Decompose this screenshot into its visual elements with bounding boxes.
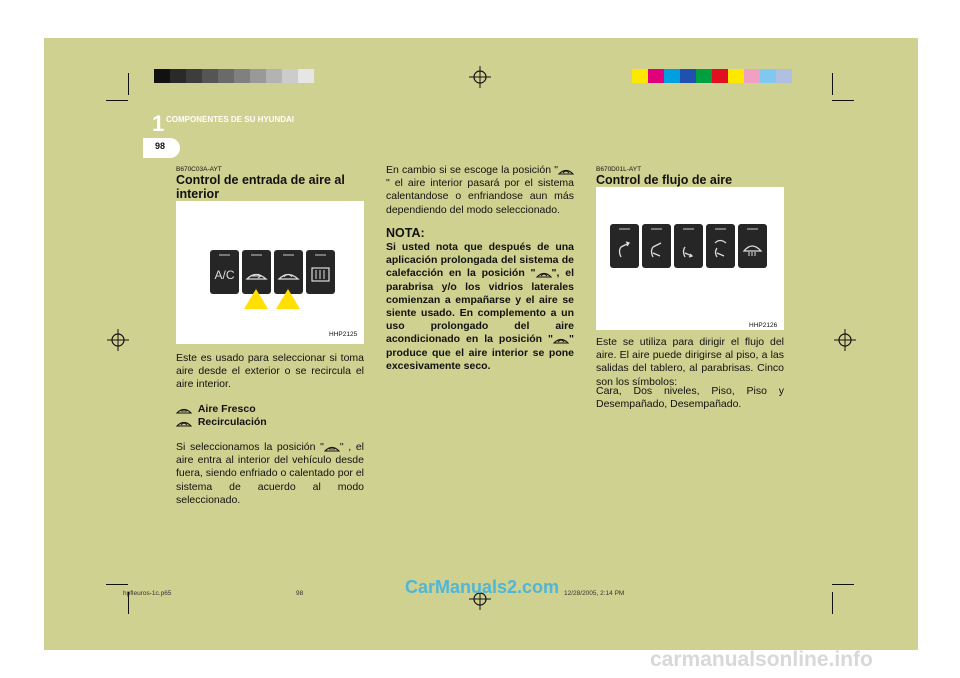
rear-defrost-icon	[311, 267, 330, 282]
registration-mark-icon	[834, 329, 856, 351]
face-mode-icon	[615, 239, 634, 259]
calibration-swatch	[632, 69, 648, 83]
figure-label: HHP2125	[329, 331, 358, 338]
pointer-arrow-icon	[276, 289, 300, 309]
paragraph	[386, 164, 574, 217]
floor-defrost-mode-icon	[711, 237, 730, 259]
calibration-swatch	[202, 69, 218, 83]
paragraph-symbols: Cara, Dos niveles, Piso, Piso y Desempañado, Desempañado.	[596, 385, 784, 411]
calibration-swatch	[680, 69, 696, 83]
recirculation-icon	[536, 269, 552, 278]
calibration-swatch	[664, 69, 680, 83]
calibration-swatch	[696, 69, 712, 83]
recirculation-icon	[277, 269, 300, 281]
note-heading: NOTA:	[386, 226, 425, 240]
chapter-title: COMPONENTES DE SU HYUNDAI	[166, 115, 295, 124]
calibration-swatch	[218, 69, 234, 83]
registration-mark-icon	[107, 329, 129, 351]
calibration-swatch	[728, 69, 744, 83]
paragraph-suffix: " el aire interior pasará por el sistema calentandose o enfriandose aun más dependiendo del modo seleccionado.	[386, 177, 574, 216]
fresh-air-icon	[176, 405, 192, 414]
grayscale-calibration-bar	[154, 69, 314, 83]
chapter-number: 1	[152, 111, 165, 136]
section-code: B670D01L-AYT	[596, 166, 642, 173]
face-mode-button	[610, 224, 639, 268]
calibration-swatch	[266, 69, 282, 83]
pointer-arrow-icon	[244, 289, 268, 309]
floor-mode-button	[674, 224, 703, 268]
section-code: B670C03A-AYT	[176, 166, 222, 173]
calibration-swatch	[282, 69, 298, 83]
page-number: 98	[155, 141, 166, 151]
note-suffix: " produce que el aire interior se pone excesivamente seco.	[386, 333, 574, 372]
footer-page: 98	[296, 590, 304, 597]
fresh-air-button	[242, 250, 271, 294]
calibration-swatch	[776, 69, 792, 83]
floor-mode-icon	[679, 239, 698, 259]
legend-fresh-air	[176, 403, 256, 416]
defrost-mode-button	[738, 224, 767, 268]
calibration-swatch	[744, 69, 760, 83]
recirculation-button	[274, 250, 303, 294]
defrost-mode-icon	[742, 239, 763, 257]
paragraph: Este es usado para seleccionar si toma aire desde el exterior o se recircula el aire interior.	[176, 352, 364, 391]
legend-fresh-air-label: Aire Fresco	[197, 403, 256, 415]
color-calibration-bar	[632, 69, 792, 83]
bi-level-mode-icon	[647, 239, 666, 259]
paragraph-suffix: " , el aire entra al interior del vehículo desde fuera, siendo enfriado o calentado por el sistema de acuerdo al modo seleccionado.	[176, 441, 364, 506]
floor-defrost-mode-button	[706, 224, 735, 268]
recirculation-icon	[176, 418, 192, 427]
calibration-swatch	[760, 69, 776, 83]
paragraph: Este se utiliza para dirigir el flujo del aire. El aire puede dirigirse al piso, a las salidas del tablero, al parabrisas. Cinco son los símbolos:	[596, 336, 784, 388]
calibration-swatch	[186, 69, 202, 83]
recirculation-icon	[553, 335, 569, 344]
section-heading: Control de flujo de aire	[596, 173, 733, 187]
footer-file: hpfleuros-1c.p65	[123, 590, 172, 597]
legend-recirculation	[176, 416, 267, 429]
ac-button	[210, 250, 239, 294]
section-heading: Control de entrada de aire al interior	[176, 173, 345, 201]
fresh-air-icon	[245, 269, 268, 281]
calibration-swatch	[170, 69, 186, 83]
note-prefix: Si usted nota que después de una aplicación prolongada del sistema de calefacción en la posición "	[386, 241, 574, 280]
paragraph-prefix: En cambio si se escoge la posición "	[386, 164, 558, 176]
calibration-swatch	[154, 69, 170, 83]
fresh-air-icon	[324, 443, 340, 452]
rear-defrost-button	[306, 250, 335, 294]
watermark-carmanualsonline[interactable]: carmanualsonline.info	[650, 648, 873, 671]
note-text	[386, 241, 574, 373]
registration-mark-icon	[469, 66, 491, 88]
bi-level-mode-button	[642, 224, 671, 268]
recirculation-icon	[558, 166, 574, 175]
calibration-swatch	[250, 69, 266, 83]
air-intake-control-figure	[176, 201, 364, 344]
figure-label: HHP2126	[749, 322, 778, 329]
paragraph	[176, 441, 364, 507]
calibration-swatch	[234, 69, 250, 83]
watermark-carmanuals[interactable]: CarManuals2.com	[405, 577, 560, 597]
calibration-swatch	[648, 69, 664, 83]
calibration-swatch	[298, 69, 314, 83]
air-flow-control-figure	[596, 187, 784, 330]
ac-button-label: A/C	[214, 268, 235, 282]
paragraph-prefix: Si seleccionamos la posición "	[176, 441, 324, 453]
footer-timestamp: 12/28/2005, 2:14 PM	[564, 590, 625, 597]
legend-recirculation-label: Recirculación	[197, 416, 267, 428]
note-middle: ", el parabrisa y/o los vidrios laterales comienzan a empañarse y el aire se siente usado. En complemento a un uso prolongado del aire acondicionado en la posición "	[386, 267, 574, 346]
calibration-swatch	[712, 69, 728, 83]
